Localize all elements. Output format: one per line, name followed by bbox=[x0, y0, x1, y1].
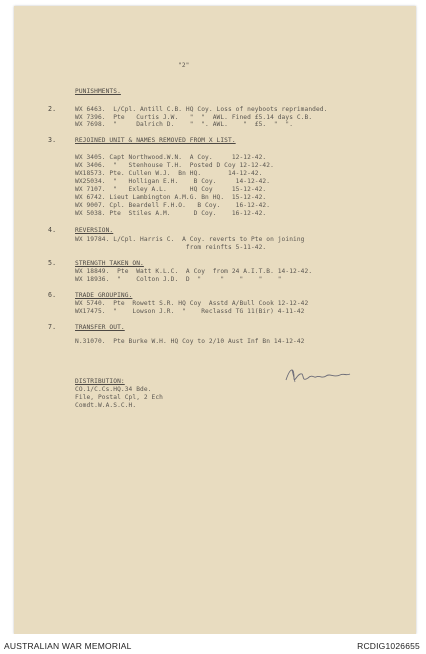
distribution-line: Comdt.W.A.S.C.H. bbox=[75, 402, 137, 409]
section-5-line: WX 18936. " Colton J.D. D " " " " " bbox=[75, 276, 282, 283]
distribution-line: File, Postal Cpl, 2 Ech bbox=[75, 394, 163, 401]
section-3-line: WX 3405. Capt Northwood.W.N. A Coy. 12-12-42. bbox=[75, 154, 267, 161]
section-2-number: 2. bbox=[48, 105, 57, 113]
section-4-number: 4. bbox=[48, 226, 57, 234]
section-3-line: WX25034. " Holligan E.H. B Coy. 14-12-42. bbox=[75, 178, 271, 185]
section-3-line: WX 3406. " Stenhouse T.H. Posted D Coy 12-12-42. bbox=[75, 162, 274, 169]
section-3-line: WX 6742. Lieut Lambington A.M.G. Bn HQ. 15-12-42. bbox=[75, 194, 267, 201]
section-2-heading: PUNISHMENTS. bbox=[75, 88, 121, 95]
section-6-number: 6. bbox=[48, 291, 57, 299]
section-3-heading: REJOINED UNIT & NAMES REMOVED FROM X LIST. bbox=[75, 137, 236, 144]
section-6-line: WX 5740. Pte Rowett S.R. HQ Coy Asstd A/Bull Cook 12-12-42 bbox=[75, 300, 309, 307]
section-3-line: WX 9007. Cpl. Beardell F.H.O. B Coy. 16-12-42. bbox=[75, 202, 271, 209]
handwritten-signature bbox=[282, 364, 352, 386]
section-7-heading: TRANSFER OUT. bbox=[75, 324, 125, 331]
section-6-line: WX17475. " Lowson J.R. " Reclassd TG 11(Bir) 4-11-42 bbox=[75, 308, 305, 315]
section-5-number: 5. bbox=[48, 259, 57, 267]
section-2-line: WX 7698. " Dalrich D. " ". AWL. " £5. " ". bbox=[75, 121, 294, 128]
distribution-heading: DISTRIBUTION: bbox=[75, 378, 125, 385]
section-3-number: 3. bbox=[48, 136, 57, 144]
section-6-heading: TRADE GROUPING. bbox=[75, 292, 133, 299]
page-marker: "2" bbox=[178, 62, 190, 69]
section-4-line: from reinfts 5-11-42. bbox=[75, 244, 267, 251]
distribution-line: CO.1/C.Cs.HQ.34 Bde. bbox=[75, 386, 152, 393]
section-7-number: 7. bbox=[48, 323, 57, 331]
section-5-line: WX 18849. Pte Watt K.L.C. A Coy from 24 A.I.T.B. 14-12-42. bbox=[75, 268, 313, 275]
section-3-line: WX 7107. " Exley A.L. HQ Coy 15-12-42. bbox=[75, 186, 267, 193]
section-5-heading: STRENGTH TAKEN ON. bbox=[75, 260, 144, 267]
section-2-line: WX 7396. Pte Curtis J.W. " " AWL. Fined £5.14 days C.B. bbox=[75, 114, 313, 121]
section-2-line: WX 6463. L/Cpl. Antill C.B. HQ Coy. Loss of neyboots reprimanded. bbox=[75, 106, 328, 113]
section-3-line: WX18573. Pte. Cullen W.J. Bn HQ. 14-12-42. bbox=[75, 170, 263, 177]
section-7-line: N.31070. Pte Burke W.H. HQ Coy to 2/10 Aust Inf Bn 14-12-42 bbox=[75, 338, 305, 345]
section-4-line: WX 19784. L/Cpl. Harris C. A Coy. reverts to Pte on joining bbox=[75, 236, 305, 243]
document-page bbox=[14, 6, 416, 634]
footer-record-id: RCDIG1026655 bbox=[357, 641, 420, 651]
section-4-heading: REVERSION. bbox=[75, 227, 114, 234]
archive-footer bbox=[0, 634, 426, 654]
section-3-line: WX 5038. Pte Stiles A.M. D Coy. 16-12-42. bbox=[75, 210, 267, 217]
footer-institution: AUSTRALIAN WAR MEMORIAL bbox=[4, 641, 132, 651]
